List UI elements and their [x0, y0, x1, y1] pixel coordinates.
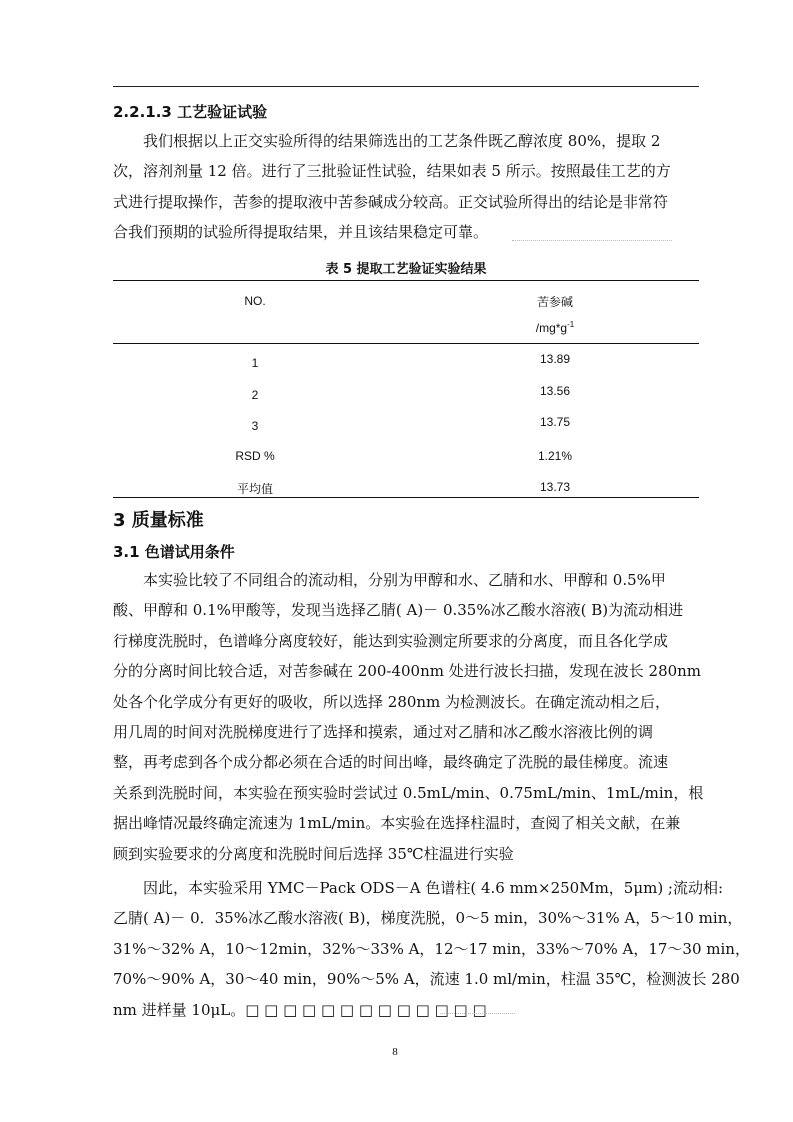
- table-cell-value: 1.21%: [537, 449, 573, 463]
- table-header-unit: [455, 321, 655, 335]
- table-cell-no: 1: [251, 356, 259, 370]
- paragraph-line: 乙腈( A)－ 0．35%冰乙酸水溶液( B)，梯度洗脱，0～5 min，30%～31% A，5～10 min，: [113, 909, 743, 928]
- section-3-1-paragraph-1: [113, 565, 704, 869]
- paragraph-line: 因此，本实验采用 YMC－Pack ODS－A 色谱柱( 4.6 mm×250Mm，5μm) ;流动相:: [143, 879, 724, 897]
- table-header-rule: [113, 343, 699, 344]
- paragraph-line: 式进行提取操作，苦参的提取液中苦参碱成分较高。正交试验所得出的结论是非常符: [113, 192, 669, 211]
- dotted-leader: [440, 1013, 515, 1014]
- unit-base: /mg*g: [535, 321, 568, 335]
- paragraph-line: nm 进样量 10μL。□ □ □ □ □ □ □ □ □ □ □ □ □: [113, 1000, 487, 1019]
- paragraph-line: 分的分离时间比较合适，对苦参碱在 200-400nm 处进行波长扫描，发现在波长 280nm: [113, 662, 702, 681]
- table-cell-value: 13.56: [539, 384, 571, 398]
- paragraph-line: 用几周的时间对洗脱梯度进行了选择和摸索，通过对乙腈和冰乙酸水溶液比例的调: [113, 722, 654, 741]
- section-3-1-heading: 3.1 色谱试用条件: [113, 543, 235, 561]
- section-2-2-1-3-heading: 2.2.1.3 工艺验证试验: [113, 103, 268, 121]
- paragraph-line: 顾到实验要求的分离度和洗脱时间后选择 35℃柱温进行实验: [113, 844, 514, 863]
- table-bottom-rule: [113, 497, 699, 498]
- table-cell-no: RSD %: [235, 449, 275, 463]
- paragraph-line: 行梯度洗脱时，色谱峰分离度较好，能达到实验测定所要求的分离度，而且各化学成: [113, 631, 669, 650]
- dotted-leader: [512, 240, 672, 241]
- table-cell-no: 3: [251, 419, 259, 433]
- page-number: 8: [392, 1046, 398, 1058]
- table-cell-no: 2: [251, 388, 259, 402]
- section-3-1-paragraph-2: [113, 873, 750, 1025]
- paragraph-line: 70%～90% A，30～40 min，90%～5% A，流速 1.0 ml/min，柱温 35℃，检测波长 280: [113, 970, 740, 989]
- paragraph-line: 次，溶剂剂量 12 倍。进行了三批验证性试验，结果如表 5 所示。按照最佳工艺的方: [113, 162, 671, 181]
- paragraph-line: 31%～32% A，10～12min，32%～33% A，12～17 min，33%～70% A，17～30 min，: [113, 939, 750, 958]
- paragraph-line: 据出峰情况最终确定流速为 1mL/min。本实验在选择柱温时，查阅了相关文献，在兼: [113, 814, 681, 833]
- table-top-rule: [113, 280, 699, 281]
- table-cell-no: 平均值: [236, 482, 273, 496]
- table-cell-value: 13.73: [539, 480, 571, 494]
- table-header-matrine: 苦参碱: [536, 295, 573, 309]
- table-cell-value: 13.75: [539, 415, 571, 429]
- paragraph-line: 整，再考虑到各个成分都必须在合适的时间出峰，最终确定了洗脱的最佳梯度。流速: [113, 753, 669, 772]
- table-5-caption: 表 5 提取工艺验证实验结果: [325, 262, 487, 277]
- paragraph-line: 我们根据以上正交实验所得的结果筛选出的工艺条件既乙醇浓度 80%，提取 2: [143, 132, 661, 150]
- paragraph-line: 关系到洗脱时间，本实验在预实验时尝试过 0.5mL/min、0.75mL/min、1mL/min，根: [113, 783, 704, 802]
- paragraph-line: 处各个化学成分有更好的吸收，所以选择 280nm 为检测波长。在确定流动相之后，: [113, 692, 671, 711]
- header-rule: [113, 86, 699, 87]
- paragraph-line: 合我们预期的试验所得提取结果，并且该结果稳定可靠。: [113, 223, 489, 242]
- table-header-no: NO.: [244, 294, 266, 308]
- table-cell-value: 13.89: [539, 352, 571, 366]
- section-3-heading: 3 质量标准: [113, 510, 204, 531]
- paragraph-line: 酸、甲醇和 0.1%甲酸等，发现当选择乙腈( A)－ 0.35%冰乙酸水溶液( B)为流动相进: [113, 601, 684, 620]
- unit-sup: -1: [567, 320, 575, 329]
- section-2-2-1-3-paragraph: [113, 126, 699, 248]
- paragraph-line: 本实验比较了不同组合的流动相，分别为甲醇和水、乙腈和水、甲醇和 0.5%甲: [143, 571, 666, 589]
